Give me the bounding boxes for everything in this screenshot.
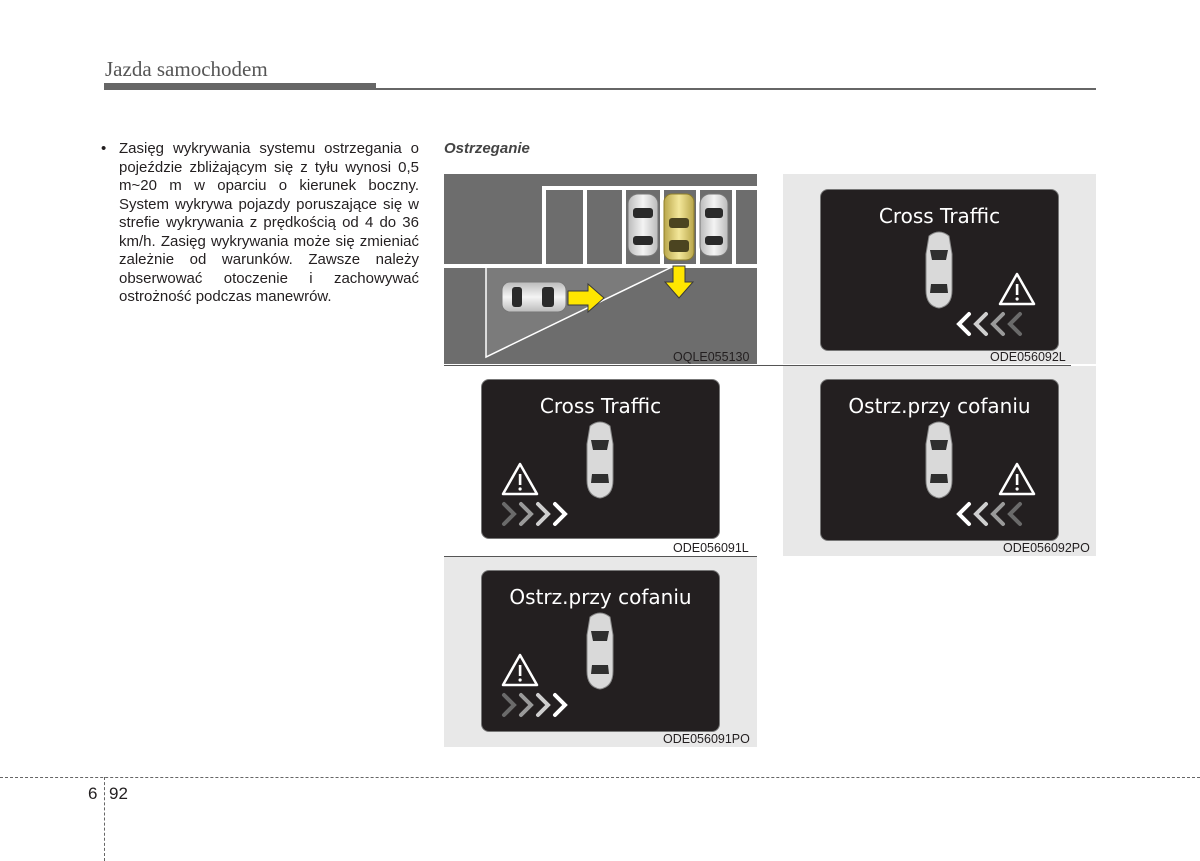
vehicle-icon [926, 232, 952, 308]
bullet-text: Zasięg wykrywania systemu ostrzegania o pojeździe zbliżającym się z tyłu wynosi 0,5 m~20 m w oparciu o kierunek boczny. System wykrywa pojazdy poruszające się w strefie wykrywania z prędkością od 4 do 36 km/h. Zasięg wykrywania może się zmieniać zależnie od warunków. Zawsze należy obserwować otoczenie i zachowywać ostrożność podczas manewrów. [119, 140, 419, 305]
section-title: Ostrzeganie [444, 140, 530, 157]
footer-rule [0, 777, 1200, 778]
warning-triangle-icon [503, 464, 537, 494]
approach-chevrons-icon [959, 314, 1020, 334]
figure-reverse-warning-right [444, 557, 757, 747]
display-title: Ostrz.przy cofaniu [509, 585, 692, 609]
figure-code: ODE056092L [990, 350, 1066, 364]
page-number: 92 [109, 784, 128, 803]
display-title: Ostrz.przy cofaniu [848, 394, 1031, 418]
footer-divider [104, 777, 105, 861]
figure-code: OQLE055130 [673, 350, 750, 364]
header-rule-thick [104, 83, 376, 90]
header-title: Jazda samochodem [105, 57, 268, 81]
figure-cross-traffic-left [783, 174, 1096, 364]
header-rule [376, 88, 1096, 90]
cluster-display [482, 380, 719, 538]
figure-cross-traffic-right [444, 366, 757, 556]
figure-reverse-warning-left [783, 366, 1096, 556]
warning-triangle-icon [1000, 464, 1034, 494]
vehicle-icon [926, 422, 952, 498]
approach-chevrons-icon [504, 695, 565, 715]
vehicle-icon [587, 613, 613, 689]
parking-illustration [444, 174, 757, 364]
figure-code: ODE056091PO [663, 732, 750, 746]
chapter-number: 6 [88, 784, 98, 803]
display-title: Cross Traffic [539, 394, 662, 418]
warning-triangle-icon [503, 655, 537, 685]
figure-code: ODE056091L [673, 541, 749, 555]
parked-car-icon [700, 194, 728, 256]
display-title: Cross Traffic [878, 204, 1001, 228]
approach-chevrons-icon [959, 504, 1020, 524]
own-car-icon [664, 194, 694, 260]
vehicle-icon [587, 422, 613, 498]
cluster-display [821, 380, 1058, 540]
approach-chevrons-icon [504, 504, 565, 524]
approaching-car-icon [502, 282, 566, 312]
bullet-paragraph [101, 140, 419, 307]
parked-car-icon [628, 194, 658, 256]
warning-triangle-icon [1000, 274, 1034, 304]
cluster-display [821, 190, 1058, 350]
figure-code: ODE056092PO [1003, 541, 1090, 555]
bullet-symbol: • [101, 140, 107, 157]
cluster-display [482, 571, 719, 731]
